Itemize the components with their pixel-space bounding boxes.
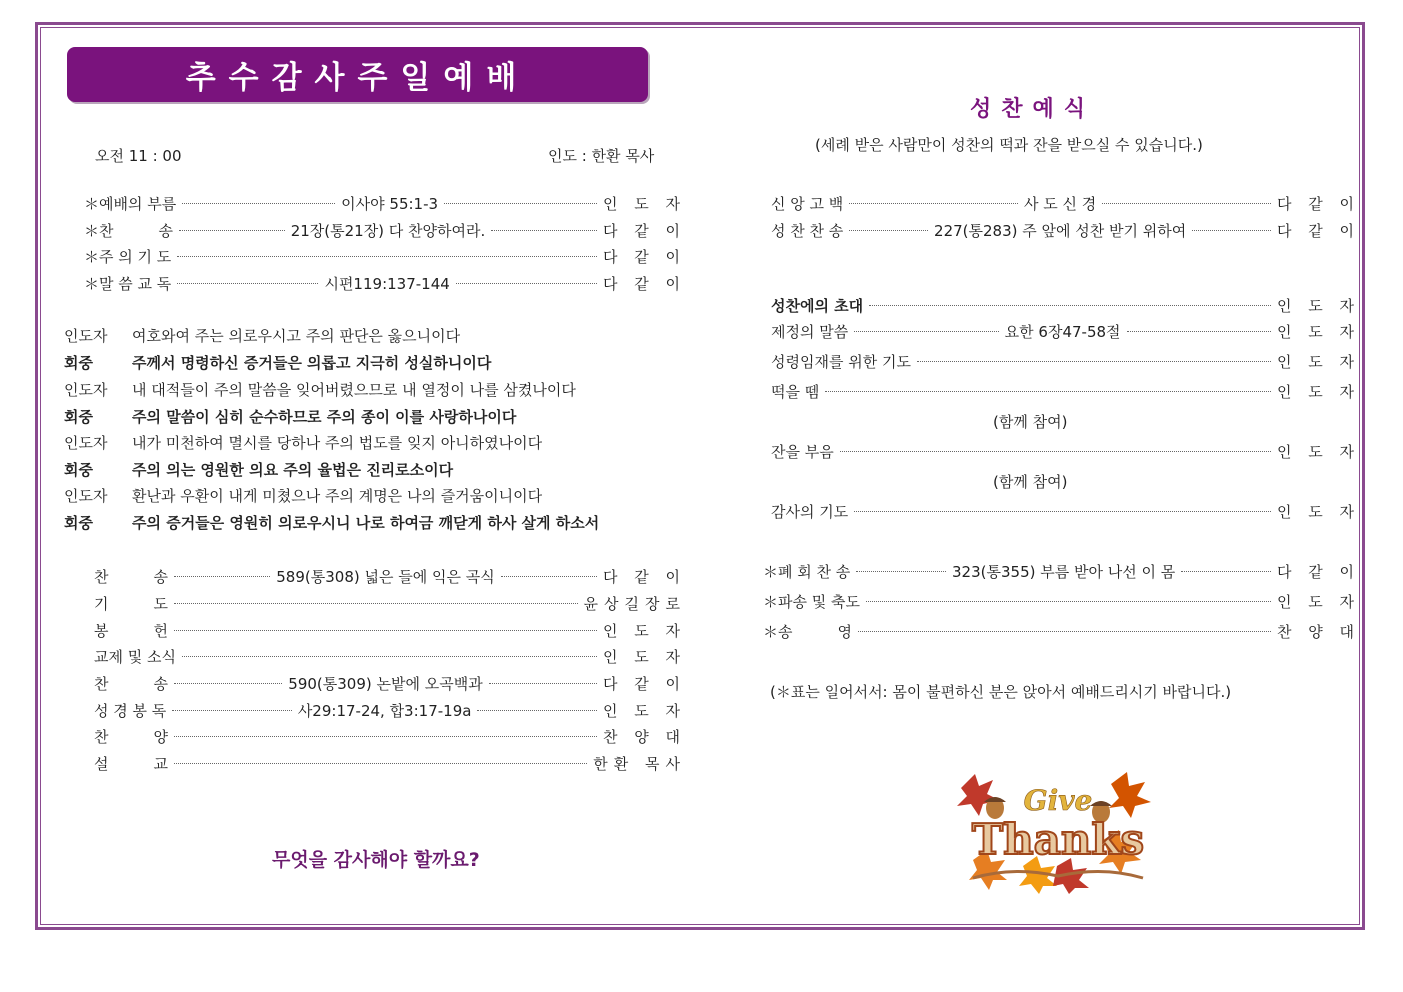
thanks-question: 무엇을 감사해야 할까요? [272, 849, 480, 871]
leader-dots [1181, 571, 1271, 572]
reading-text: 주의 의는 영원한 의요 주의 율법은 진리로소이다 [132, 461, 454, 479]
standing-note: (＊표는 일어서서: 몸이 불편하신 분은 앉아서 예배드리시기 바랍니다.) [770, 683, 1232, 701]
order-label: 찬 송 [94, 567, 168, 586]
leader-dots [489, 683, 597, 684]
leader-dots [444, 203, 597, 204]
reading-speaker: 인도자 [64, 327, 108, 345]
order-row [771, 219, 1361, 241]
cup-row [771, 440, 1360, 462]
leader-dots [456, 283, 597, 284]
order-row [771, 320, 1360, 342]
order-label: 찬 양 [94, 727, 168, 746]
order-detail: 590(통309) 논밭에 오곡백과 [288, 674, 483, 693]
leader-dots [856, 571, 946, 572]
order-detail: 요한 6장47-58절 [1004, 322, 1121, 341]
give-thanks-logo [953, 770, 1163, 895]
reading-line [64, 459, 453, 481]
order-label: 성 경 봉 독 [94, 701, 167, 720]
order-responsible: 인 도 자 [602, 647, 686, 666]
order-responsible: 인 도 자 [602, 621, 686, 640]
leader-dots [849, 203, 1018, 204]
order-row [84, 219, 686, 241]
order-label: 성찬에의 초대 [771, 296, 864, 315]
order-row [84, 272, 686, 294]
order-responsible: 다 같 이 [1277, 221, 1361, 240]
thanks-prayer-right: 인 도 자 [1276, 502, 1360, 521]
order-detail: 사 도 신 경 [1024, 194, 1097, 213]
leader-dots [177, 256, 597, 257]
order-row [94, 699, 686, 721]
reading-speaker: 회중 [64, 461, 93, 479]
leader-dots [869, 305, 1271, 306]
order-responsible: 다 같 이 [602, 274, 686, 293]
reading-line [64, 325, 460, 347]
reading-line [64, 432, 542, 454]
order-label: 설 교 [94, 754, 168, 773]
order-responsible: 인 도 자 [1276, 352, 1360, 371]
order-label: 신 앙 고 백 [771, 194, 844, 213]
leader-dots [182, 203, 335, 204]
order-row [94, 592, 686, 614]
order-row [771, 380, 1360, 402]
reading-speaker: 인도자 [64, 381, 108, 399]
service-leader: 인도 : 한환 목사 [548, 147, 655, 165]
leader-dots [840, 451, 1271, 452]
leader-dots [849, 230, 928, 231]
order-row [771, 350, 1360, 372]
leader-dots [858, 631, 1271, 632]
order-detail: 이사야 55:1-3 [341, 194, 439, 213]
order-responsible: 윤상길장로 [583, 594, 686, 613]
reading-text: 내가 미천하여 멸시를 당하나 주의 법도를 잊지 아니하였나이다 [132, 434, 543, 452]
order-label: ＊말 씀 교 독 [84, 274, 172, 293]
leader-dots [174, 763, 587, 764]
order-label: 성 찬 찬 송 [771, 221, 844, 240]
order-responsible: 다 같 이 [602, 247, 686, 266]
reading-text: 주의 증거들은 영원히 의로우시니 나로 하여금 깨닫게 하사 살게 하소서 [132, 514, 600, 532]
reading-speaker: 회중 [64, 408, 93, 426]
thanks-prayer-row [771, 500, 1360, 522]
leader-dots [174, 736, 597, 737]
order-row [763, 590, 1360, 612]
order-responsible: 인 도 자 [1276, 382, 1360, 401]
reading-text: 환난과 우환이 내게 미쳤으나 주의 계명은 나의 즐거움이니이다 [132, 487, 543, 505]
leader-dots [477, 710, 597, 711]
reading-line [64, 352, 491, 374]
order-label: 찬 송 [94, 674, 168, 693]
leader-dots [1192, 230, 1271, 231]
service-title: 추수감사주일예배 [67, 47, 648, 102]
reading-line [64, 485, 542, 507]
leader-dots [179, 230, 285, 231]
order-row [771, 192, 1361, 214]
order-row [94, 645, 686, 667]
order-row [94, 752, 686, 774]
reading-text: 주의 말씀이 심히 순수하므로 주의 종이 이를 사랑하나이다 [132, 408, 517, 426]
order-detail: 21장(통21장) 다 찬양하여라. [290, 221, 486, 240]
order-label: ＊예배의 부름 [84, 194, 177, 213]
reading-text: 주께서 명령하신 증거들은 의롭고 지극히 성실하니이다 [132, 354, 492, 372]
reading-line [64, 512, 599, 534]
leader-dots [174, 603, 578, 604]
order-responsible: 인 도 자 [1276, 592, 1360, 611]
leader-dots [917, 361, 1271, 362]
order-row [763, 560, 1360, 582]
communion-note: (세례 받은 사람만이 성찬의 떡과 잔을 받으실 수 있습니다.) [815, 136, 1203, 154]
reading-line [64, 406, 516, 428]
order-label: 성령임재를 위한 기도 [771, 352, 911, 371]
order-label: 제정의 말씀 [771, 322, 849, 341]
order-responsible: 한환 목사 [593, 754, 686, 773]
order-responsible: 인 도 자 [602, 701, 686, 720]
leader-dots [1102, 203, 1271, 204]
leader-dots [174, 630, 597, 631]
order-label: ＊주 의 기 도 [84, 247, 172, 266]
order-label: 교제 및 소식 [94, 647, 176, 666]
logo-thanks: Thanks [971, 815, 1145, 864]
order-responsible: 다 같 이 [1277, 194, 1361, 213]
order-label: ＊폐 회 찬 송 [763, 562, 851, 581]
reading-speaker: 회중 [64, 514, 93, 532]
together-note-1: (함께 참여) [993, 413, 1068, 431]
order-row [94, 565, 687, 587]
reading-text: 내 대적들이 주의 말씀을 잊어버렸으므로 내 열정이 나를 삼켰나이다 [132, 381, 576, 399]
leader-dots [854, 511, 1271, 512]
order-row [763, 620, 1360, 642]
order-responsible: 다 같 이 [1276, 562, 1360, 581]
cup-right: 인 도 자 [1276, 442, 1360, 461]
reading-line [64, 379, 576, 401]
order-detail: 589(통308) 넓은 들에 익은 곡식 [276, 567, 495, 586]
order-row [84, 245, 686, 267]
order-label: ＊송 영 [763, 622, 852, 641]
order-row [94, 725, 686, 747]
leader-dots [866, 601, 1271, 602]
reading-speaker: 인도자 [64, 487, 108, 505]
order-responsible: 인 도 자 [1276, 296, 1360, 315]
thanks-prayer-label: 감사의 기도 [771, 502, 849, 521]
order-row [771, 294, 1360, 316]
leader-dots [174, 683, 282, 684]
leader-dots [177, 283, 318, 284]
order-responsible: 다 같 이 [603, 674, 687, 693]
leader-dots [174, 576, 270, 577]
leader-dots [854, 331, 998, 332]
cup-label: 잔을 부음 [771, 442, 834, 461]
order-label: ＊찬 송 [84, 221, 173, 240]
order-detail: 사29:17-24, 합3:17-19a [297, 701, 472, 720]
order-responsible: 인 도 자 [602, 194, 686, 213]
order-detail: 시편119:137-144 [324, 274, 450, 293]
reading-speaker: 인도자 [64, 434, 108, 452]
service-time: 오전 11 : 00 [95, 147, 182, 165]
reading-text: 여호와여 주는 의로우시고 주의 판단은 옳으니이다 [132, 327, 461, 345]
order-responsible: 찬 양 대 [1276, 622, 1360, 641]
leader-dots [1127, 331, 1271, 332]
leader-dots [172, 710, 292, 711]
together-note-2: (함께 참여) [993, 473, 1068, 491]
leader-dots [491, 230, 597, 231]
order-detail: 323(통355) 부름 받아 나선 이 몸 [952, 562, 1176, 581]
leader-dots [182, 656, 597, 657]
order-row [94, 619, 686, 641]
order-label: ＊파송 및 축도 [763, 592, 860, 611]
logo-give: Give [1023, 784, 1093, 817]
order-responsible: 인 도 자 [1276, 322, 1360, 341]
leader-dots [825, 391, 1271, 392]
order-label: 봉 헌 [94, 621, 168, 640]
order-row [84, 192, 686, 214]
order-label: 떡을 뗌 [771, 382, 820, 401]
order-detail: 227(통283) 주 앞에 성찬 받기 위하여 [934, 221, 1187, 240]
order-responsible: 다 같 이 [602, 221, 686, 240]
order-responsible: 찬 양 대 [602, 727, 686, 746]
communion-title: 성찬예식 [970, 97, 1096, 122]
order-label: 기 도 [94, 594, 168, 613]
order-responsible: 다 같 이 [603, 567, 687, 586]
order-row [94, 672, 687, 694]
leader-dots [501, 576, 597, 577]
reading-speaker: 회중 [64, 354, 93, 372]
